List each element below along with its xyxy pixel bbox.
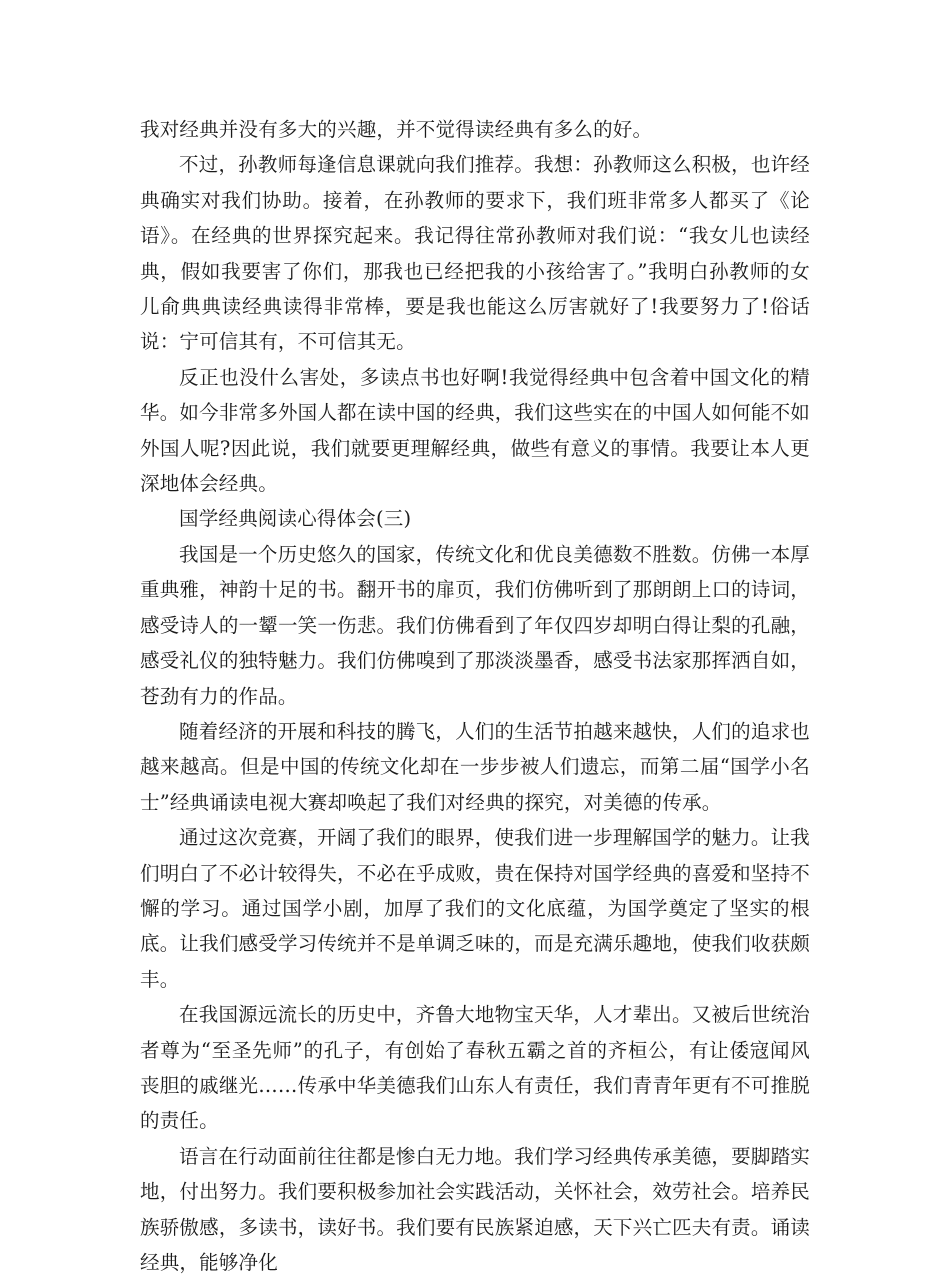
paragraph: 在我国源远流长的历史中，齐鲁大地物宝天华，人才辈出。又被后世统治者尊为“至圣先师”的孔子，有创始了春秋五霸之首的齐桓公，有让倭寇闻风丧胆的戚继光……传承中华美德我们山东人有责任，我们青青年更有不可推脱的责任。 — [140, 1003, 810, 1133]
paragraph: 随着经济的开展和科技的腾飞，人们的生活节拍越来越快，人们的追求也越来越高。但是中国的传统文化却在一步步被人们遗忘，而第二届“国学小名士”经典诵读电视大赛却唤起了我们对经典的探究，对美德的传承。 — [140, 719, 810, 814]
document-body — [140, 112, 810, 1280]
paragraph: 语言在行动面前往往都是惨白无力地。我们学习经典传承美德，要脚踏实地，付出努力。我们要积极参加社会实践活动，关怀社会，效劳社会。培养民族骄傲感，多读书，读好书。我们要有民族紧迫感，天下兴亡匹夫有责。诵读经典，能够净化 — [140, 1144, 810, 1274]
paragraph: 不过，孙教师每逢信息课就向我们推荐。我想：孙教师这么积极，也许经典确实对我们协助。接着，在孙教师的要求下，我们班非常多人都买了《论语》。在经典的世界探究起来。我记得往常孙教师对我们说：“我女儿也读经典，假如我要害了你们，那我也已经把我的小孩给害了。”我明白孙教师的女儿俞典典读经典读得非常棒，要是我也能这么厉害就好了!我要努力了!俗话说：宁可信其有，不可信其无。 — [140, 153, 810, 354]
section-heading: 国学经典阅读心得体会(三) — [179, 507, 412, 531]
paragraph: 通过这次竞赛，开阔了我们的眼界，使我们进一步理解国学的魅力。让我们明白了不必计较得失，不必在乎成败，贵在保持对国学经典的喜爱和坚持不懈的学习。通过国学小剧，加厚了我们的文化底蕴，为国学奠定了坚实的根底。让我们感受学习传统并不是单调乏味的，而是充满乐趣地，使我们收获颇丰。 — [140, 826, 810, 991]
paragraph: 我国是一个历史悠久的国家，传统文化和优良美德数不胜数。仿佛一本厚重典雅，神韵十足的书。翻开书的扉页，我们仿佛听到了那朗朗上口的诗词，感受诗人的一颦一笑一伤悲。我们仿佛看到了年仅四岁却明白得让梨的孔融，感受礼仪的独特魅力。我们仿佛嗅到了那淡淡墨香，感受书法家那挥洒自如，苍劲有力的作品。 — [140, 542, 810, 708]
paragraph: 反正也没什么害处，多读点书也好啊!我觉得经典中包含着中国文化的精华。如今非常多外国人都在读中国的经典，我们这些实在的中国人如何能不如外国人呢?因此说，我们就要更理解经典，做些有意义的事情。我要让本人更深地体会经典。 — [140, 365, 810, 496]
paragraph-continuation: 我对经典并没有多大的兴趣，并不觉得读经典有多么的好。 — [140, 118, 653, 141]
